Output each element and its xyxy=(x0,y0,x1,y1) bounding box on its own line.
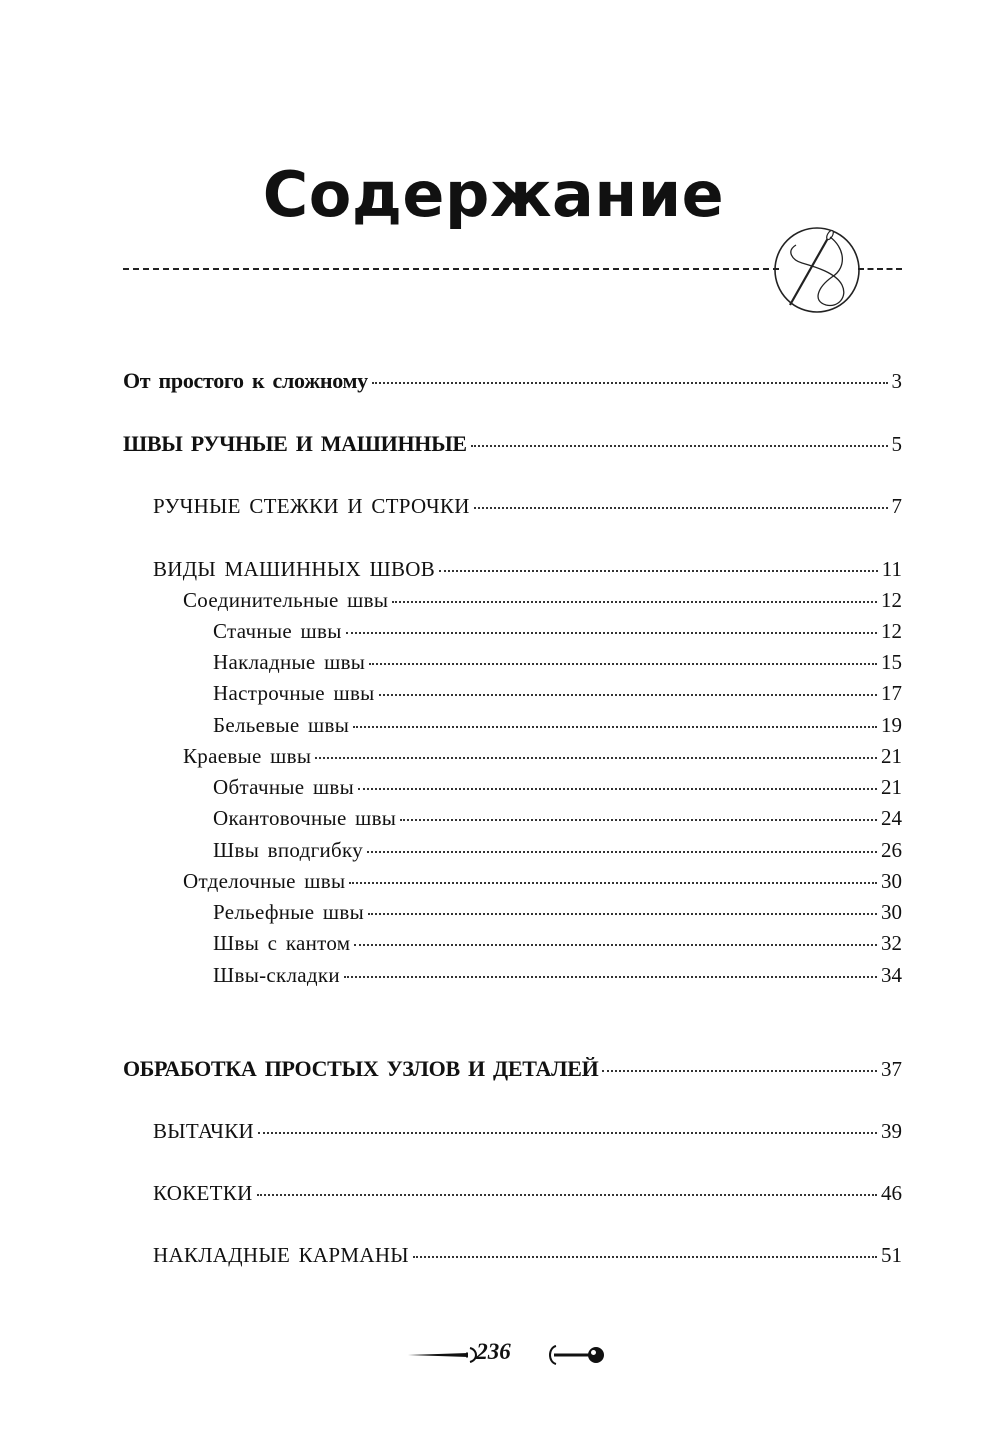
pin-right-icon xyxy=(548,1343,608,1367)
toc-entry[interactable] xyxy=(153,1119,902,1144)
toc-page-number: 46 xyxy=(881,1181,902,1205)
dot-leader xyxy=(439,570,878,572)
toc-entry[interactable] xyxy=(153,557,902,582)
toc-page-number: 21 xyxy=(881,775,902,799)
toc-entry-title: РУЧНЫЕ СТЕЖКИ И СТРОЧКИ xyxy=(153,494,470,518)
toc-page-number: 19 xyxy=(881,713,902,737)
toc-page-number: 39 xyxy=(881,1119,902,1143)
toc-entry[interactable] xyxy=(213,838,902,863)
toc-entry[interactable] xyxy=(183,588,902,613)
toc-entry-title: Обтачные швы xyxy=(213,775,355,799)
page-title: Содержание xyxy=(262,158,725,231)
toc-page-number: 30 xyxy=(881,900,902,924)
toc-entry-title: НАКЛАДНЫЕ КАРМАНЫ xyxy=(153,1243,409,1267)
toc-entry[interactable] xyxy=(213,931,902,956)
dot-leader xyxy=(400,819,877,821)
dot-leader xyxy=(471,445,888,447)
toc-entry[interactable] xyxy=(153,1243,902,1268)
toc-page-number: 12 xyxy=(881,588,902,612)
dot-leader xyxy=(369,663,877,665)
toc-entry-title: Настрочные швы xyxy=(213,681,375,705)
page-number: 236 xyxy=(476,1339,511,1364)
toc-entry[interactable] xyxy=(213,713,902,738)
toc-entry-title: Швы вподгибку xyxy=(213,838,364,862)
dot-leader xyxy=(346,632,877,634)
toc-page-number: 11 xyxy=(881,557,902,581)
toc-page-number: 3 xyxy=(891,369,902,393)
toc-entry-title: Отделочные швы xyxy=(183,869,346,893)
toc-page-number: 21 xyxy=(881,744,902,768)
toc-page-number: 30 xyxy=(881,869,902,893)
toc-page-number: 32 xyxy=(881,931,902,955)
toc-page-number: 12 xyxy=(881,619,902,643)
toc-entry[interactable] xyxy=(123,431,902,457)
toc-page-number: 7 xyxy=(891,494,902,518)
toc-entry[interactable] xyxy=(123,1056,902,1082)
toc-entry-title: Краевые швы xyxy=(183,744,312,768)
toc-entry-title: Швы с кантом xyxy=(213,931,351,955)
toc-entry-title: Стачные швы xyxy=(213,619,342,643)
toc-page-number: 51 xyxy=(881,1243,902,1267)
toc-entry-title: Накладные швы xyxy=(213,650,366,674)
dot-leader xyxy=(257,1194,877,1196)
dot-leader xyxy=(372,382,888,384)
dot-leader xyxy=(392,601,877,603)
dot-leader xyxy=(413,1256,877,1258)
dot-leader xyxy=(602,1070,877,1072)
toc-entry-title: Швы-складки xyxy=(213,963,340,987)
toc-entry[interactable] xyxy=(213,963,902,988)
toc-entry-title: От простого к сложному xyxy=(123,368,368,393)
page-footer xyxy=(0,1335,987,1375)
toc-entry[interactable] xyxy=(213,806,902,831)
toc-entry[interactable] xyxy=(213,775,902,800)
toc-entry-title: КОКЕТКИ xyxy=(153,1181,253,1205)
toc-page-number: 5 xyxy=(891,432,902,456)
toc-entry-title: Окантовочные швы xyxy=(213,806,397,830)
toc-entry[interactable] xyxy=(153,494,902,519)
dot-leader xyxy=(368,913,877,915)
toc-entry[interactable] xyxy=(183,744,902,769)
toc-entry-title: ВЫТАЧКИ xyxy=(153,1119,254,1143)
dot-leader xyxy=(354,944,877,946)
toc-page-number: 37 xyxy=(881,1057,902,1081)
toc-entry[interactable] xyxy=(123,368,902,394)
dot-leader xyxy=(258,1132,877,1134)
toc-page-number: 24 xyxy=(881,806,902,830)
dot-leader xyxy=(353,726,877,728)
toc-entry[interactable] xyxy=(153,1181,902,1206)
dot-leader xyxy=(379,694,877,696)
toc-entry[interactable] xyxy=(183,869,902,894)
toc-entry[interactable] xyxy=(213,900,902,925)
toc-entry-title: Бельевые швы xyxy=(213,713,350,737)
toc-entry-title: ОБРАБОТКА ПРОСТЫХ УЗЛОВ И ДЕТАЛЕЙ xyxy=(123,1056,599,1081)
toc-entry-title: ВИДЫ МАШИННЫХ ШВОВ xyxy=(153,557,436,581)
dot-leader xyxy=(358,788,877,790)
toc-page-number: 26 xyxy=(881,838,902,862)
toc-entry[interactable] xyxy=(213,619,902,644)
dot-leader xyxy=(349,882,877,884)
toc-entry-title: ШВЫ РУЧНЫЕ И МАШИННЫЕ xyxy=(123,431,467,456)
toc-entry-title: Соединительные швы xyxy=(183,588,389,612)
toc-entry-title: Рельефные швы xyxy=(213,900,364,924)
toc-entry[interactable] xyxy=(213,650,902,675)
dot-leader xyxy=(344,976,877,978)
toc-page-number: 15 xyxy=(881,650,902,674)
dot-leader xyxy=(474,507,888,509)
dot-leader xyxy=(315,757,877,759)
dot-leader xyxy=(367,851,877,853)
toc-entry[interactable] xyxy=(213,681,902,706)
toc-page-number: 17 xyxy=(881,681,902,705)
toc-page-number: 34 xyxy=(881,963,902,987)
